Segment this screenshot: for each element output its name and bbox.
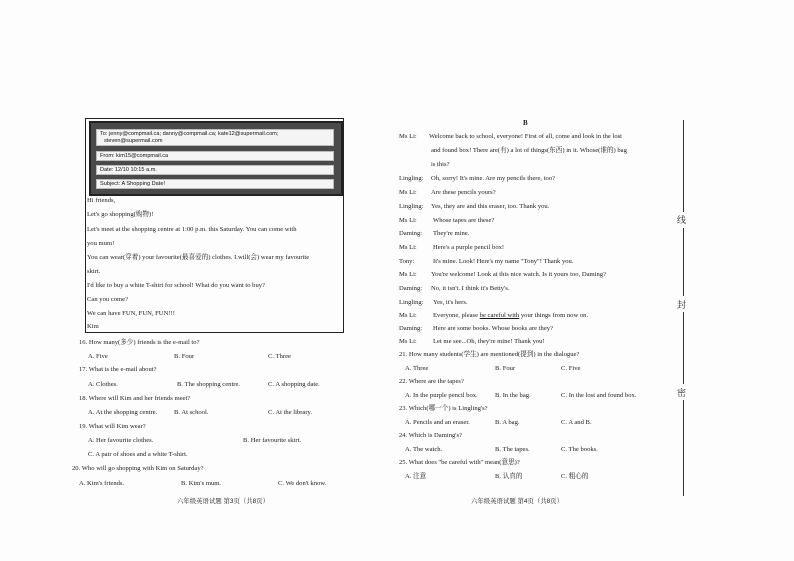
dialogue-line: It's mine. Look! Here's my name "Tony"! Thank you. — [433, 258, 574, 265]
option-b: B. The shopping centre. — [177, 381, 241, 388]
question-25: 25. What does "be careful with" mean(意思)? — [399, 459, 520, 466]
email-header — [89, 121, 343, 196]
option-c: C. Five — [561, 365, 581, 372]
question-23: 23. Which(哪一个) is Lingling's? — [399, 405, 488, 412]
dialogue-line: Yes, they are and this eraser, too. Thank you. — [431, 203, 550, 210]
option-b: B. At school. — [174, 409, 209, 416]
binding-mark: 封 — [677, 300, 687, 310]
speaker: Daming: — [399, 285, 423, 292]
option-c: C. At the library. — [268, 409, 313, 416]
dialogue-line: Yes, it's hers. — [433, 299, 468, 306]
binding-line — [683, 312, 684, 384]
email-from-field: From: kim15@compmail.ca — [96, 151, 334, 161]
speaker: Ms Li: — [399, 244, 417, 251]
email-body-line: you mum! — [87, 240, 115, 247]
question-20: 20. Who will go shopping with Kim on Saturday? — [72, 465, 204, 472]
option-a: A. The watch. — [405, 446, 443, 453]
option-a: A. Five — [88, 353, 108, 360]
page-footer-4: 六年级英语试题 第4页（共8页） — [471, 498, 563, 505]
speaker: Daming: — [399, 325, 423, 332]
email-body-line: skirt. — [87, 268, 101, 275]
binding-line — [683, 400, 684, 496]
speaker: Ms Li: — [399, 189, 417, 196]
binding-mark: 密 — [677, 388, 687, 398]
binding-line — [683, 120, 684, 212]
option-c: C. In the lost and found box. — [561, 392, 637, 399]
option-a: A. 注意 — [405, 473, 427, 480]
email-body-line: We can have FUN, FUN, FUN!!! — [87, 310, 175, 317]
option-b: B. Four — [174, 353, 195, 360]
question-17: 17. What is the e-mail about? — [79, 366, 157, 373]
option-c: C. 粗心的 — [561, 473, 589, 480]
binding-line — [683, 228, 684, 296]
email-body-line: Can you come? — [87, 296, 129, 303]
dialogue-line: Oh, sorry! It's mine. Are my pencils there, too? — [431, 175, 556, 182]
option-b: B. Kim's mum. — [181, 480, 222, 487]
option-a: A. Her favourite clothes. — [88, 437, 154, 444]
question-24: 24. Which is Daming's? — [399, 432, 462, 439]
dialogue-line: No, it isn't. I think it's Betty's. — [431, 285, 510, 292]
question-19: 19. What will Kim wear? — [79, 423, 146, 430]
speaker: Lingling: — [399, 203, 424, 210]
question-22: 22. Where are the tapes? — [399, 378, 464, 385]
option-a: A. Pencils and an eraser. — [405, 419, 470, 426]
question-16: 16. How many(多少) friends is the e-mail to? — [79, 339, 200, 346]
dialogue-line: Here are some books. Whose books are they? — [433, 325, 553, 332]
option-a: A. Kim's friends. — [79, 480, 125, 487]
speaker: Ms Li: — [399, 338, 417, 345]
option-b: B. A bag. — [495, 419, 520, 426]
dialogue-line: Welcome back to school, everyone! First of all, come and look in the lost — [429, 133, 623, 140]
email-body-line: I'd like to buy a white T-shirt for school! What do you want to buy? — [87, 282, 265, 289]
section-b-heading: B — [523, 119, 528, 127]
dialogue-line: You're welcome! Look at this nice watch. Is it yours too, Daming? — [431, 271, 607, 278]
speaker: Ms Li: — [399, 312, 417, 319]
option-c: C. Three — [268, 353, 291, 360]
option-c: C. We don't know. — [278, 480, 327, 487]
option-b: B. 认真的 — [495, 473, 523, 480]
dialogue-line: Are these pencils yours? — [431, 189, 496, 196]
dialogue-line: Whose tapes are these? — [433, 217, 495, 224]
dialogue-line: They're mine. — [433, 230, 470, 237]
option-b: B. Her favourite skirt. — [243, 437, 302, 444]
option-c: C. A pair of shoes and a white T-shirt. — [88, 451, 188, 458]
speaker: Ms Li: — [399, 133, 417, 140]
option-b: B. Four — [495, 365, 516, 372]
underlined-phrase: be careful with — [479, 312, 520, 319]
question-18: 18. Where will Kim and her friends meet? — [79, 395, 191, 402]
dialogue-line: Everyone, please be careful with your things from now on. — [433, 312, 589, 319]
speaker: Ms Li: — [399, 217, 417, 224]
question-21: 21. How many students(学生) are mentioned(提到) in the dialogue? — [399, 351, 580, 358]
speaker: Tony: — [399, 258, 415, 265]
email-subject-field: Subject: A Shopping Date! — [96, 179, 334, 189]
option-c: C. The books. — [561, 446, 598, 453]
speaker: Lingling: — [399, 175, 424, 182]
email-signature: Kim — [87, 323, 99, 330]
dialogue-line: Here's a purple pencil box! — [433, 244, 505, 251]
dialogue-line: Let me see...Oh, they're mine! Thank you! — [433, 338, 545, 345]
option-c: C. A and B. — [561, 419, 592, 426]
page-footer-3: 六年级英语试题 第3页（共8页） — [177, 498, 269, 505]
speaker: Ms Li: — [399, 271, 417, 278]
speaker: Lingling: — [399, 299, 424, 306]
speaker: Daming: — [399, 230, 423, 237]
email-to-cont-text: steven@supermail.com — [104, 138, 163, 144]
option-a: A. Clothes. — [88, 381, 118, 388]
dialogue-line: is this? — [431, 161, 450, 168]
option-a: A. In the purple pencil box. — [405, 392, 478, 399]
binding-mark: 线 — [677, 215, 687, 225]
email-date-field: Date: 12/10 10:15 a.m. — [96, 165, 334, 175]
email-to-text: To: jenny@compmail.ca; danny@compmail.ca; kate12@supermail.com; — [100, 131, 279, 137]
email-body-line: Let's meet at the shopping centre at 1:00 p.m. this Saturday. You can come with — [87, 226, 297, 233]
dialogue-line: and found box! There are(有) a lot of things(东西) in it. Whose(谁的) bag — [431, 147, 627, 154]
option-a: A. Three — [405, 365, 429, 372]
option-b: B. The tapes. — [495, 446, 530, 453]
email-body-line: Let's go shopping(购物)! — [87, 211, 154, 218]
email-body-line: You can wear(穿着) your favourite(最喜爱的) clothes. I.will(会) wear my favourite — [87, 254, 310, 261]
option-b: B. In the bag. — [495, 392, 531, 399]
email-to-field — [96, 129, 334, 146]
option-c: C. A shopping date. — [268, 381, 320, 388]
option-a: A. At the shopping centre. — [88, 409, 158, 416]
email-body-line: Hi friends, — [87, 197, 116, 204]
